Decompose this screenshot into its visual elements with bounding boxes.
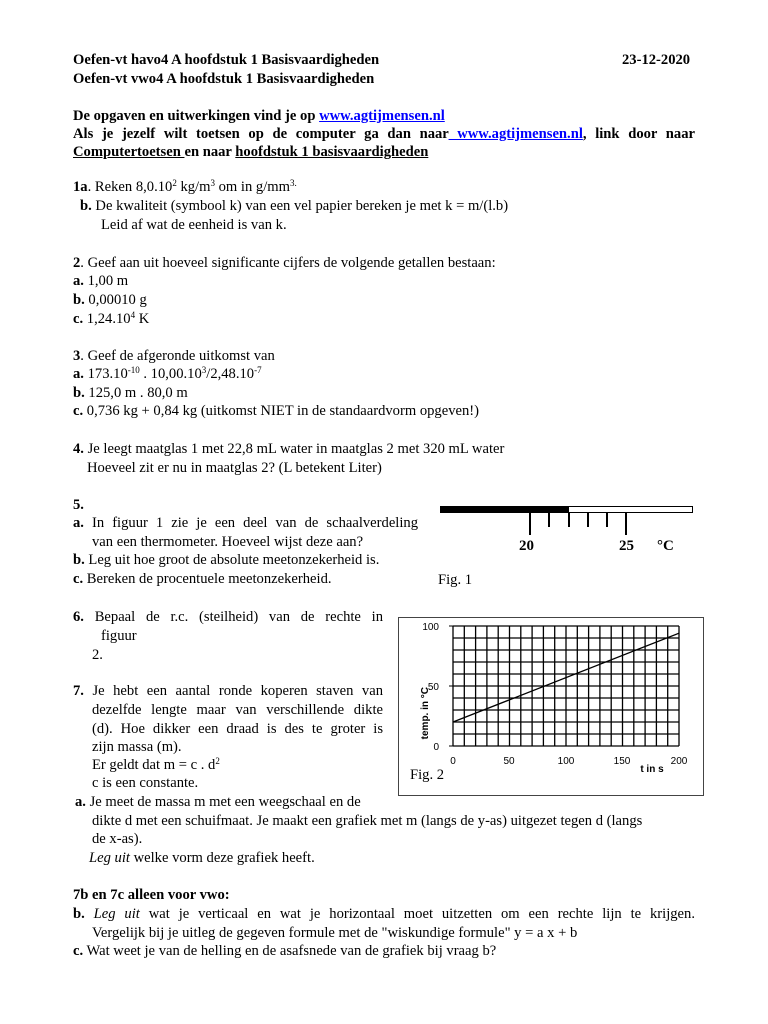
q7bc-title: 7b en 7c alleen voor vwo:	[73, 887, 230, 903]
q7a	[75, 793, 361, 811]
text: Leg uit	[89, 850, 130, 866]
q7-line2: dezelfde lengte maar van verschillende dikte	[92, 702, 383, 718]
q2b	[73, 291, 147, 309]
q7	[73, 682, 383, 700]
q-num: 2	[73, 255, 81, 271]
q2a	[73, 272, 128, 290]
x-tick-200: 200	[670, 756, 688, 767]
q-num: 1a	[73, 179, 88, 195]
header-date: 23-12-2020	[622, 52, 691, 68]
q1a	[73, 178, 297, 196]
text: 173.10	[83, 366, 128, 382]
q-label: b.	[73, 292, 85, 308]
text: Bepaal de r.c. (steilheid) van de rechte in	[83, 609, 383, 625]
q6-line2: figuur	[101, 628, 137, 644]
q4-line2: Hoeveel zit er nu in maatglas 2? (L betekent Liter)	[87, 460, 382, 476]
text: 1,24.10	[83, 311, 131, 327]
chapter-text: hoofdstuk 1 basisvaardigheden	[235, 144, 429, 160]
figure-2-chart	[398, 617, 704, 796]
q7-line3: (d). Hoe dikker een draad is des te groter is	[92, 721, 383, 737]
q7-line4: zijn massa (m).	[92, 739, 182, 755]
y-axis-label: temp. in °C	[420, 687, 431, 740]
text: . Geef de afgeronde uitkomst van	[80, 348, 275, 364]
tick	[568, 513, 570, 527]
intro-text: , link door naar	[582, 126, 695, 142]
y-tick-0: 0	[433, 742, 439, 753]
intro-line-3	[73, 143, 428, 161]
text: Bereken de procentuele meetonzekerheid.	[83, 571, 332, 587]
text: . 10,00.10	[139, 366, 202, 382]
text: /2,48.10	[206, 366, 255, 382]
q6	[73, 608, 383, 626]
thermometer-fill	[441, 507, 569, 512]
q3	[73, 347, 275, 365]
website-link-2[interactable]: www.agtijmensen.nl	[448, 126, 583, 142]
tick-25	[625, 513, 627, 535]
q-label: a.	[73, 273, 84, 289]
sup: -10	[127, 365, 140, 375]
text: 1,00 m	[83, 273, 129, 289]
text: Je leegt maatglas 1 met 22,8 mL water in maatglas 2 met 320 mL water	[83, 441, 505, 457]
sup: 2	[172, 178, 177, 188]
q7a-line3: de x-as).	[92, 831, 143, 847]
tick	[548, 513, 550, 527]
q1b	[80, 197, 508, 215]
q3c	[73, 402, 479, 420]
text: Wat weet je van de helling en de asafsnede van de grafiek bij vraag b?	[83, 943, 497, 959]
header-line-1: Oefen-vt havo4 A hoofdstuk 1 Basisvaardigheden	[73, 52, 380, 68]
text: . Geef aan uit hoeveel significante cijfers de volgende getallen bestaan:	[80, 255, 496, 271]
text: Er geldt dat m = c . d	[92, 757, 216, 773]
q-label: c.	[73, 943, 84, 959]
website-link[interactable]: www.agtijmensen.nl	[319, 108, 445, 124]
q3a	[73, 365, 262, 383]
q5a-line2: van een thermometer. Hoeveel wijst deze aan?	[92, 534, 364, 550]
text: wat je verticaal en wat je horizontaal moet uitzetten om een rechte lijn te krijgen.	[139, 906, 695, 922]
q7a-line2: dikte d met een schuifmaat. Je maakt een grafiek met m (langs de y-as) uitgezet tegen d (langs	[92, 813, 643, 829]
sup: 3	[201, 365, 207, 375]
q-num: 3	[73, 348, 81, 364]
fig1-caption: Fig. 1	[438, 572, 473, 588]
q7b	[73, 905, 695, 923]
q-label: a.	[75, 794, 86, 810]
q-label: c.	[73, 571, 84, 587]
sup: 3.	[289, 178, 297, 188]
q-label: c.	[73, 403, 84, 419]
y-tick-50: 50	[427, 682, 439, 693]
q5b	[73, 551, 379, 569]
text: Leg uit	[93, 906, 140, 922]
q-label: c.	[73, 311, 84, 327]
sup: -7	[254, 365, 262, 375]
sup: 2	[215, 756, 220, 766]
q-label: b.	[73, 385, 85, 401]
q2	[73, 254, 496, 272]
text: K	[135, 311, 150, 327]
text: . Reken 8,0.10	[87, 179, 173, 195]
q7-line6: c is een constante.	[92, 775, 199, 791]
text: kg/m	[176, 179, 211, 195]
q-label: a.	[73, 515, 84, 531]
q7b-line2: Vergelijk bij je uitleg de gegeven formule met de "wiskundige formule" y = a x + b	[92, 925, 578, 941]
q3b	[73, 384, 188, 402]
q-label: b.	[73, 552, 85, 568]
q7a-line4	[89, 849, 315, 867]
computertoetsen-text: Computertoetsen	[73, 144, 185, 160]
intro-line-2	[73, 125, 695, 143]
q2c	[73, 310, 149, 328]
text: Je hebt een aantal ronde koperen staven van	[83, 683, 383, 699]
intro-text: De opgaven en uitwerkingen vind je op	[73, 108, 320, 124]
tick-20	[529, 513, 531, 535]
x-axis-label: t in s	[640, 764, 664, 775]
unit-celsius: °C	[657, 538, 674, 554]
x-tick-150: 150	[613, 756, 631, 767]
q6-line3: 2.	[92, 647, 103, 663]
label-20: 20	[519, 538, 534, 554]
x-tick-0: 0	[450, 756, 456, 767]
x-tick-50: 50	[503, 756, 515, 767]
text: In figuur 1 zie je een deel van de schaalverdeling	[83, 515, 418, 531]
q-num: 6.	[73, 609, 84, 625]
q1b-line2: Leid af wat de eenheid is van k.	[101, 217, 287, 233]
thermometer-scale	[440, 506, 693, 513]
y-tick-100: 100	[422, 622, 439, 633]
q-label: b.	[80, 198, 92, 214]
sup: 4	[130, 310, 136, 320]
text: om in g/mm	[214, 179, 290, 195]
q-num: 7.	[73, 683, 84, 699]
tick	[606, 513, 608, 527]
intro-text: Als je jezelf wilt toetsen op de computer ga dan naar	[73, 126, 449, 142]
text: Leg uit hoe groot de absolute meetonzekerheid is.	[84, 552, 380, 568]
q5a	[73, 514, 418, 532]
text: 0,736 kg + 0,84 kg (uitkomst NIET in de standaardvorm opgeven!)	[83, 403, 479, 419]
header-line-2: Oefen-vt vwo4 A hoofdstuk 1 Basisvaardigheden	[73, 71, 375, 87]
intro-line-1	[73, 107, 445, 125]
q4	[73, 440, 504, 458]
q5c	[73, 570, 332, 588]
text: welke vorm deze grafiek heeft.	[129, 850, 315, 866]
text: 0,00010 g	[84, 292, 147, 308]
q5: 5.	[73, 497, 84, 513]
q-label: b.	[73, 906, 85, 922]
fig2-caption: Fig. 2	[410, 767, 445, 783]
intro-text: en naar	[184, 144, 236, 160]
text: Je meet de massa m met een weegschaal en de	[85, 794, 361, 810]
x-tick-100: 100	[557, 756, 575, 767]
q7c	[73, 942, 496, 960]
text: 125,0 m . 80,0 m	[84, 385, 188, 401]
text: De kwaliteit (symbool k) van een vel papier bereken je met k = m/(l.b)	[91, 198, 509, 214]
tick	[587, 513, 589, 527]
q-num: 4.	[73, 441, 84, 457]
q7-line5	[92, 756, 220, 774]
q-label: a.	[73, 366, 84, 382]
sup: 3	[210, 178, 215, 188]
label-25: 25	[619, 538, 634, 554]
